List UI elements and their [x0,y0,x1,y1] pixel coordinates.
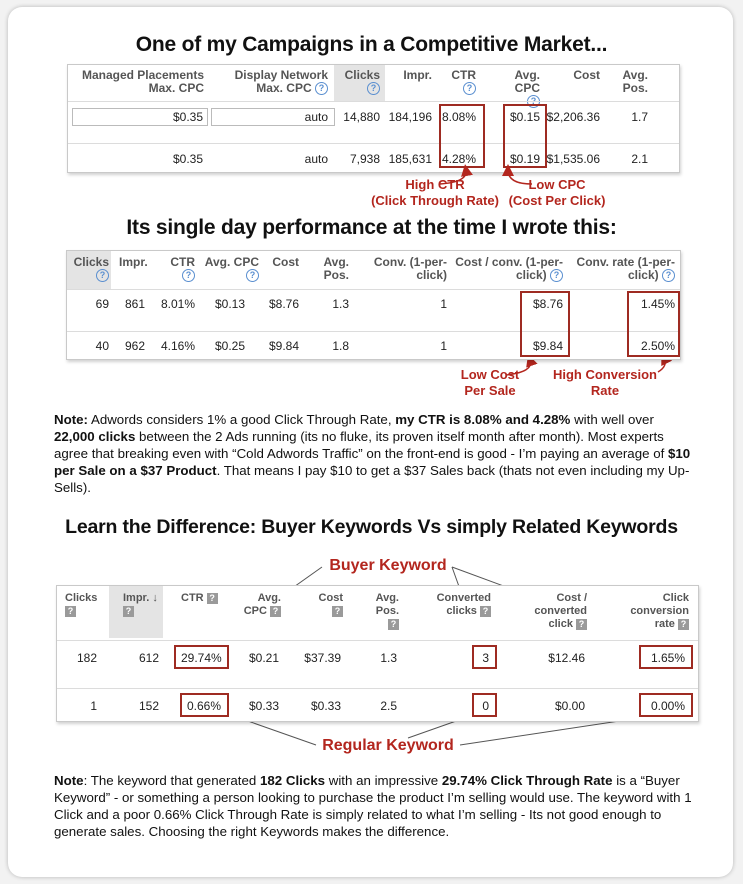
help-icon[interactable]: ? [550,269,563,282]
col-cost[interactable]: Cost [573,68,600,82]
col-clicks[interactable]: Clicks ? [65,592,98,616]
cell: $9.84 [268,339,299,353]
cell: 962 [124,339,145,353]
daily-table [66,250,681,360]
col-converted-clicks[interactable]: Converted clicks ? [436,592,491,617]
cell: 2.50% [640,339,675,353]
cell: 0.66% [187,699,222,713]
help-icon[interactable]: ? [246,269,259,282]
col-impr[interactable]: Impr. [403,68,432,82]
help-icon[interactable]: ? [332,606,343,617]
cell: 69 [95,297,109,311]
regular-keyword-label: Regular Keyword [322,737,454,754]
col-avg-pos[interactable]: Avg. Pos. [323,255,349,282]
col-cost-converted[interactable]: Cost / converted click ? [534,592,587,630]
cell: 184,196 [388,110,432,124]
cell: 1.7 [631,110,648,124]
col-cost[interactable]: Cost [272,255,299,269]
cell: 7,938 [349,152,380,166]
col-conv-rate[interactable]: Conv. rate (1-per-click) ? [576,255,675,282]
col-managed-placements[interactable]: Managed Placements Max. CPC [81,68,204,95]
help-icon[interactable]: ? [480,606,491,617]
cell: 29.74% [181,651,222,665]
cell: $0.33 [310,699,341,713]
help-icon[interactable]: ? [182,269,195,282]
cell: 2.1 [631,152,648,166]
cell: 14,880 [343,110,380,124]
cell: 4.28% [441,152,476,166]
help-icon[interactable]: ? [388,619,399,630]
cell: $2,206.36 [546,110,600,124]
buyer-keyword-label: Buyer Keyword [329,557,447,574]
cell: 182 [76,651,97,665]
help-icon[interactable]: ? [463,82,476,95]
help-icon[interactable]: ? [207,593,218,604]
cell: 8.08% [441,110,476,124]
cell: 1.8 [332,339,349,353]
col-conv[interactable]: Conv. (1-per-click) [373,255,447,282]
cell: auto [304,110,328,124]
cell: 1.3 [380,651,397,665]
col-ctr[interactable]: CTR ? [451,68,476,94]
cell: 0.00% [650,699,685,713]
buyer-rate-box [639,645,693,669]
help-icon[interactable]: ? [678,619,689,630]
col-avg-cpc[interactable]: Avg. CPC ? [243,592,281,617]
cell: 1 [90,699,97,713]
cell: $8.76 [532,297,563,311]
col-clicks[interactable]: Clicks ? [73,255,109,281]
col-cost-conv[interactable]: Cost / conv. (1-per-click) ? [455,255,563,282]
sort-down-icon[interactable]: ↓ [152,592,158,604]
help-icon[interactable]: ? [662,269,675,282]
cell: $0.35 [172,110,203,124]
help-icon[interactable]: ? [315,82,328,95]
cell: 1 [440,297,447,311]
high-conversion-label: High Conversion Rate [552,367,657,398]
buyer-conv-box [472,645,497,669]
col-cost[interactable]: Cost ? [318,592,343,616]
low-cpc-label: Low CPC (Cost Per Click) [508,177,606,208]
note-paragraph-1: Note: Adwords considers 1% a good Click Through Rate, my CTR is 8.08% and 4.28% with well over 22,000 clicks between the 2 Ads running (its no fluke, its proven itself month after month). Most experts agree that breaking even with “Cold Adwords Traffic” on the front-end is good - I’m paying an average of $10 per Sale on a $37 Product. That means I pay $10 to get a $37 Sales back (thats not even including my Up-Sells). [54,412,691,495]
cell: 0 [482,699,489,713]
cell: $9.84 [532,339,563,353]
row-divider [57,640,698,641]
buyer-ctr-box [174,645,229,669]
conv-rate-highlight-box [627,291,680,357]
col-avg-pos[interactable]: Avg. Pos. ? [375,592,399,629]
cell: $0.25 [214,339,245,353]
cell: $1,535.06 [546,152,600,166]
cell: 612 [138,651,159,665]
regular-rate-box [639,693,693,717]
help-icon[interactable]: ? [123,606,134,617]
regular-conv-box [472,693,497,717]
col-impr[interactable]: Impr. [119,255,148,269]
col-avg-pos[interactable]: Avg. Pos. [622,68,648,95]
cell: 1.3 [332,297,349,311]
col-avg-cpc[interactable]: Avg. CPC [488,69,540,108]
cell: 185,631 [388,152,432,166]
cost-conv-highlight-box [520,291,570,357]
col-display-network[interactable]: Display Network Max. CPC ? [234,68,328,95]
cell: 1.65% [650,651,685,665]
col-ctr[interactable]: CTR ? [170,255,195,281]
row-divider [67,289,680,290]
cell: $12.46 [548,651,585,665]
cell: $8.76 [268,297,299,311]
cell: 1 [440,339,447,353]
heading-single-day: Its single day performance at the time I wrote this: [126,216,617,239]
regular-ctr-box [180,693,229,717]
cell: $37.39 [304,651,341,665]
col-clicks[interactable]: Clicks ? [344,68,380,94]
col-impr[interactable]: Impr. ↓ ? [123,592,158,616]
cell: 4.16% [160,339,195,353]
cell: $0.13 [214,297,245,311]
cell: $0.35 [172,152,203,166]
help-icon[interactable]: ? [270,606,281,617]
high-ctr-label: High CTR (Click Through Rate) [371,177,499,208]
cell: 861 [124,297,145,311]
cell: $0.00 [554,699,585,713]
cell: 3 [482,651,489,665]
help-icon[interactable]: ? [65,606,76,617]
cell: $0.15 [509,110,540,124]
row-divider [67,331,680,332]
col-click-conv-rate[interactable]: Click conversion rate ? [630,592,689,630]
note-paragraph-2: Note: The keyword that generated 182 Clicks with an impressive 29.74% Click Through Rate is a “Buyer Keyword” - or something a person looking to purchase the product I’m selling would use. The keyword with 1 Click and a poor 0.66% Click Through Rate is simply related to what I’m selling - Its not good enough to generate sales. Choosing the right Keywords makes the difference. [54,773,692,839]
help-icon[interactable]: ? [367,82,380,95]
col-avg-cpc[interactable]: Avg. CPC ? [204,255,259,281]
col-ctr[interactable]: CTR ? [181,592,231,605]
heading-campaign: One of my Campaigns in a Competitive Market... [135,33,608,56]
row-divider [57,688,698,689]
cell: 1.45% [640,297,675,311]
cell: 2.5 [380,699,397,713]
low-cost-label: Low Cost Per Sale [460,367,520,398]
cell: $0.33 [248,699,279,713]
cell: $0.21 [248,651,279,665]
cell: 8.01% [160,297,195,311]
cell: 152 [138,699,159,713]
help-icon[interactable]: ? [576,619,587,630]
cell: 40 [95,339,109,353]
help-icon[interactable]: ? [96,269,109,282]
cell: auto [304,152,328,166]
cell: $0.19 [509,152,540,166]
keyword-table [56,585,699,722]
heading-difference: Learn the Difference: Buyer Keywords Vs simply Related Keywords [65,516,678,538]
